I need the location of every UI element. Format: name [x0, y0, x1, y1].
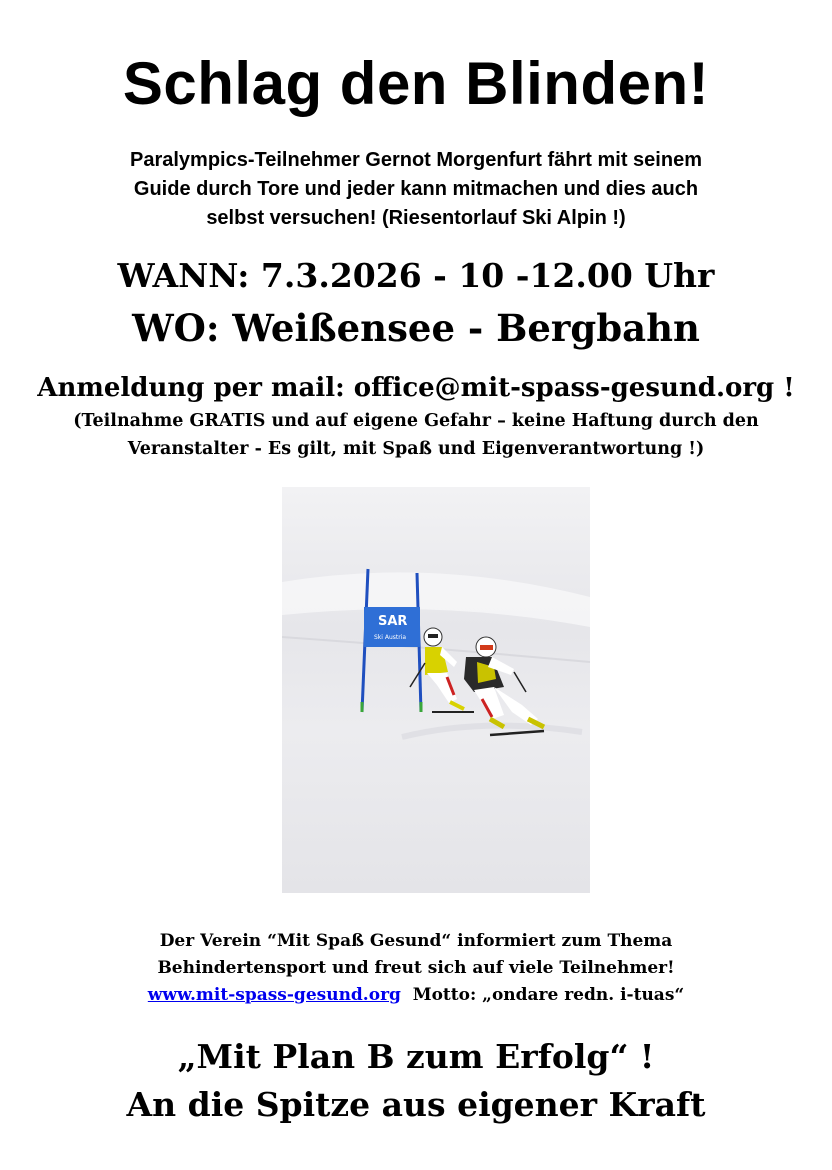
- intro-line-2: Guide durch Tore und jeder kann mitmachen und dies auch: [133, 178, 699, 200]
- gate-banner-subtext: Ski Austria: [374, 634, 407, 641]
- closing-slogan-line-2: An die Spitze aus eigener Kraft: [126, 1085, 706, 1124]
- intro-line-3: selbst versuchen! (Riesentorlauf Ski Alpin !): [206, 207, 626, 229]
- club-motto: Motto: „ondare redn. i-tuas“: [412, 985, 685, 1005]
- ski-race-photo: [282, 487, 590, 893]
- signup-email-line: Anmeldung per mail: office@mit-spass-gesund.org !: [37, 373, 795, 403]
- disclaimer-line-1: (Teilnahme GRATIS und auf eigene Gefahr – keine Haftung durch den: [73, 411, 759, 431]
- club-info-line-3: [0, 982, 832, 1009]
- intro-paragraph: [0, 146, 832, 233]
- club-info-line-2: Behindertensport und freut sich auf viele Teilnehmer!: [157, 958, 675, 978]
- disclaimer-line-2: Veranstalter - Es gilt, mit Spaß und Eigenverantwortung !): [127, 439, 705, 459]
- website-link[interactable]: www.mit-spass-gesund.org: [147, 985, 401, 1005]
- intro-line-1: Paralympics-Teilnehmer Gernot Morgenfurt fährt mit seinem: [130, 149, 702, 171]
- page-title: Schlag den Blinden!: [122, 50, 710, 117]
- gate-banner-logo: SAR: [378, 614, 408, 629]
- closing-slogan-line-1: „Mit Plan B zum Erfolg“ !: [177, 1037, 655, 1076]
- disclaimer-note: [0, 407, 832, 463]
- club-info-line-1: Der Verein “Mit Spaß Gesund“ informiert zum Thema: [159, 931, 673, 951]
- club-info: [0, 928, 832, 1009]
- event-location: WO: Weißensee - Bergbahn: [132, 306, 700, 350]
- snow-slope: [282, 487, 590, 893]
- event-date-time: WANN: 7.3.2026 - 10 -12.00 Uhr: [117, 256, 715, 295]
